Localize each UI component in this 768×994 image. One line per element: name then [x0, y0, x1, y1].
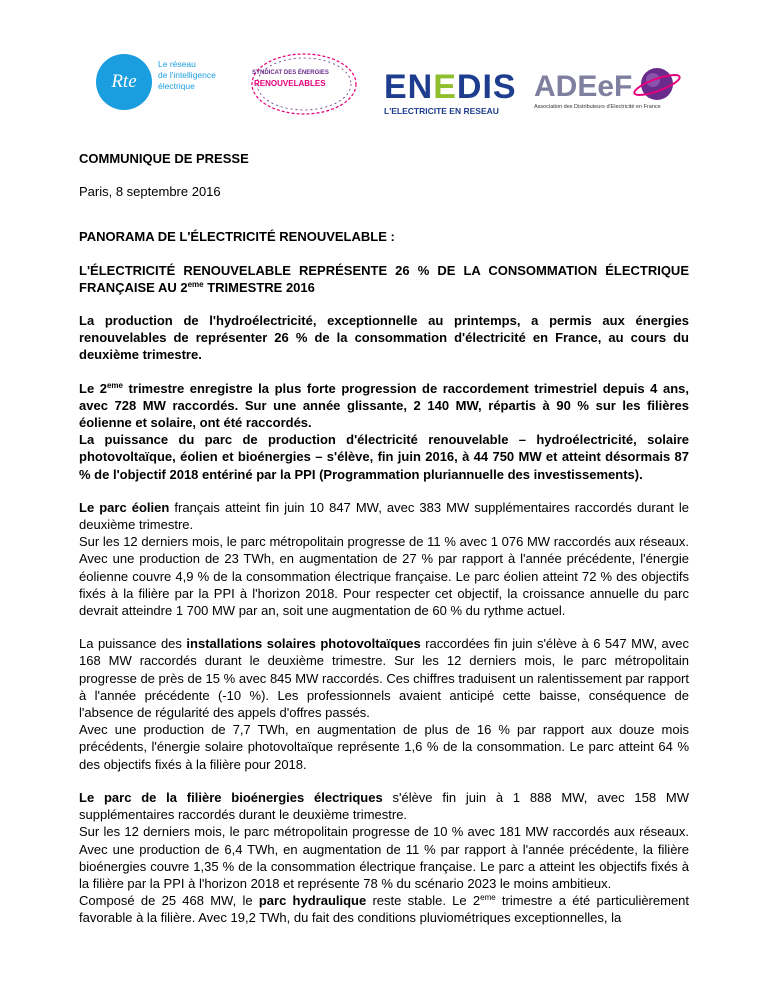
- wind-paragraph-2: Sur les 12 derniers mois, le parc métropolitain progresse de 11 % avec 1 076 MW raccordés aux réseaux. Avec une production de 23 TWh, en augmentation de 27 % par rapport à l'année précédente, l'énergie éolienne couvre 4,9 % de la consommation électrique française. Le parc éolien atteint 72 % des objectifs fixés à la filière par la PPI à l'horizon 2018. Pour respecter cet objectif, la croissance annuelle du parc devrait atteindre 1 700 MW par an, soit une augmentation de 60 % du rythme actuel.: [79, 534, 689, 619]
- title-line1: PANORAMA DE L'ÉLECTRICITÉ RENOUVELABLE :: [79, 229, 395, 245]
- planet-icon: [632, 58, 682, 108]
- ser-name-line2: RENOUVELABLES: [254, 79, 326, 88]
- solar-paragraph-2: Avec une production de 7,7 TWh, en augmentation de plus de 16 % par rapport aux douze mois précédents, l'énergie solaire photovoltaïque représente 1,6 % de la consommation. Le parc atteint 64 % des objectifs fixés à la filière pour 2018.: [79, 722, 689, 772]
- dateline: Paris, 8 septembre 2016: [79, 184, 221, 200]
- lead-paragraph-1: La production de l'hydroélectricité, exceptionnelle au printemps, a permis aux énergies renouvelables de représenter 26 % de la consommation d'électricité en France, au cours du deuxième trimestre.: [79, 313, 689, 363]
- ser-name-line1: SYNDICAT DES ÉNERGIES: [252, 70, 329, 76]
- adeef-tagline: Association des Distributeurs d'Electricité en France: [534, 104, 661, 110]
- adeef-wordmark: ADEeF: [534, 70, 633, 103]
- bio-paragraph-2: Sur les 12 derniers mois, le parc métropolitain progresse de 10 % avec 181 MW raccordés aux réseaux. Avec une production de 6,4 TWh, en augmentation de 11 % par rapport à l'année précédente, la filière bioénergies couvre 1,35 % de la consommation électrique française. Le parc a atteint les objectifs fixés à la filière par la PPI à l'horizon 2018 et représente 78 % du scénario 2023 le moins ambitieux.: [79, 824, 689, 891]
- doc-heading: COMMUNIQUE DE PRESSE: [79, 151, 249, 166]
- adeef-logo: [534, 58, 684, 114]
- enedis-tagline: L'ELECTRICITE EN RESEAU: [384, 106, 499, 116]
- lead-paragraph-3: La puissance du parc de production d'électricité renouvelable – hydroélectricité, solaire photovoltaïque, éolien et bioénergies – s'élève, fin juin 2016, à 44 750 MW et atteint désormais 87 % de l'objectif 2018 entériné par la PPI (Programmation pluriannuelle des investissements).: [79, 432, 689, 482]
- ser-logo: [246, 48, 366, 118]
- hydro-paragraph: Composé de 25 468 MW, le parc hydraulique reste stable. Le 2eme trimestre a été particulièrement favorable à la filière. Avec 19,2 TWh, du fait des conditions pluviométriques exceptionnelles, la: [79, 893, 690, 926]
- lead-paragraph-2: Le 2eme trimestre enregistre la plus forte progression de raccordement trimestriel depuis 4 ans, avec 728 MW raccordés. Sur une année glissante, 2 140 MW, répartis à 90 % sur les filières éolienne et solaire, ont été raccordés.: [79, 380, 689, 431]
- rte-mark: Rte: [96, 54, 152, 110]
- solar-paragraph-1: La puissance des installations solaires photovoltaïques raccordées fin juin s'élève à 6 547 MW, avec 168 MW raccordés durant le deuxième trimestre. Sur les 12 derniers mois, le parc métropolitain progresse de près de 15 % avec 845 MW raccordés. Ces chiffres traduisent un ralentissement par rapport à l'année précédente (-10 %). Les professionnels avaient anticipé cette baisse, conséquence de l'absence de régularité des appels d'offres passés.: [79, 636, 689, 721]
- title-line2: L'ÉLECTRICITÉ RENOUVELABLE REPRÉSENTE 26 % DE LA CONSOMMATION ÉLECTRIQUE FRANÇAISE AU 2eme TRIMESTRE 2016: [79, 262, 689, 295]
- rte-tagline: Le réseau de l'intelligence électrique: [158, 59, 216, 91]
- bio-paragraph-1: Le parc de la filière bioénergies électriques s'élève fin juin à 1 888 MW, avec 158 MW supplémentaires raccordés durant le deuxième trimestre.: [79, 789, 690, 823]
- rte-logo: [96, 54, 236, 114]
- logo-bar: [0, 0, 768, 120]
- enedis-logo: [384, 70, 524, 114]
- wind-paragraph-1: Le parc éolien français atteint fin juin 10 847 MW, avec 383 MW supplémentaires raccordés durant le deuxième trimestre.: [79, 499, 689, 533]
- press-release-body: [79, 150, 689, 927]
- enedis-wordmark: ENEDIS: [384, 68, 517, 106]
